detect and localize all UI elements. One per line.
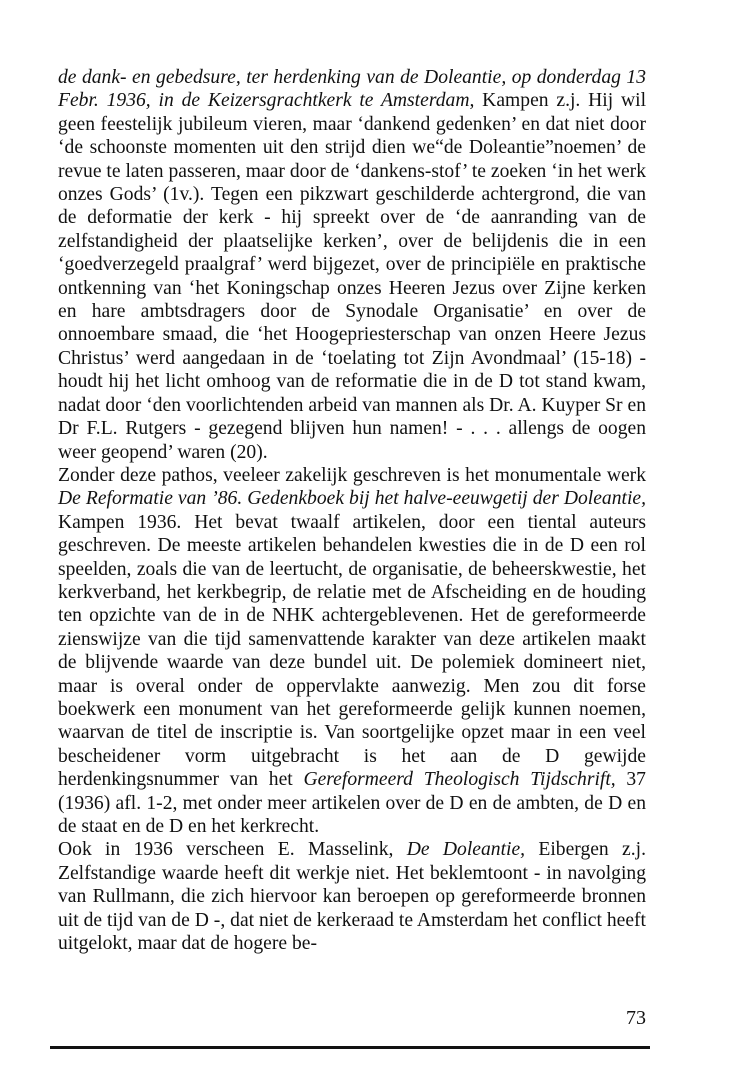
text-segment: Eibergen z.j. Zelfstandige waarde heeft dit werkje niet. Het beklemtoont - in navolging van Rullmann, die zich hiervoor kan beroepen op gereformeerde bronnen uit de tijd van de D -, dat niet de kerkeraad te Amsterdam het conflict heeft uitgelokt, maar dat de hogere be-	[58, 839, 646, 955]
body-text	[58, 66, 646, 955]
text-segment: Zonder deze pathos, veeleer zakelijk geschreven is het monumentale werk	[58, 464, 646, 486]
italic-title-2: De Reformatie van ’86. Gedenkboek bij het halve-eeuwgetij der Doleantie,	[58, 488, 646, 510]
footer-rule	[50, 1046, 650, 1049]
italic-title-4: De Doleantie,	[406, 839, 526, 861]
paragraph-1	[58, 66, 646, 464]
paragraph-3	[58, 838, 646, 955]
page-number: 73	[626, 1007, 646, 1029]
paragraph-2	[58, 464, 646, 839]
text-segment: 37 (1936) afl. 1-2, met onder meer artikelen over de D en de ambten, de D en de staat en de D en het kerkrecht.	[58, 769, 646, 837]
text-segment: Kampen 1936. Het bevat twaalf artikelen, door een tiental auteurs geschreven. De meeste artikelen behandelen kwesties die in de D een rol speelden, zoals die van de leertucht, de organisatie, de beheerskwestie, het kerkverband, het kerkbegrip, de relatie met de Afscheiding en de houding ten opzichte van de in de NHK achtergeblevenen. Het de gereformeerde zienswijze van die tijd samenvattende karakter van deze artikelen maakt de blijvende waarde van deze bundel uit. De polemiek domineert niet, maar is overal onder de oppervlakte aanwezig. Men zou dit forse boekwerk een monument van het gereformeerde gelijk kunnen noemen, waarvan de titel de inscriptie is. Van soortgelijke opzet maar in een veel bescheidener vorm uitgebracht is het aan de D gewijde herdenkingsnummer van het	[58, 511, 646, 791]
italic-title-3: Gereformeerd Theologisch Tijdschrift,	[303, 769, 616, 791]
text-segment: Kampen z.j. Hij wil geen feestelijk jubileum vieren, maar ‘dankend gedenken’ en dat niet door ‘de schoonste momenten uit den strijd dien we“de Doleantie”noemen’ de revue te laten passeren, maar door de ‘dankens-stof’ te zoeken ‘in het werk onzes Gods’ (1v.). Tegen een pikzwart geschilderde achtergrond, die van de deformatie der kerk - hij spreekt over de ‘de aanranding van de zelfstandigheid der plaatselijke kerken’, over de belijdenis die in een ‘goedverzegeld praalgraf’ werd bijgezet, over de principiële en praktische ontkenning van ‘het Koningschap onzes Heeren Jezus over Zijne kerken en hare ambtsdragers door de Synodale Organisatie’ en over de onnoembare smaad, die ‘het Hoogepriesterschap van onzen Heere Jezus Christus’ werd aangedaan in de ‘toelating tot Zijn Avondmaal’ (15-18) - houdt hij het licht omhoog van de reformatie die in de D tot stand kwam, nadat door ‘den voorlichtenden arbeid van mannen als Dr. A. Kuyper Sr en Dr F.L. Rutgers - gezegend blijven hun namen! - . . . allengs de oogen weer geopend’ waren (20).	[58, 90, 647, 463]
text-segment: Ook in 1936 verscheen E. Masselink,	[58, 839, 407, 861]
italic-title-1: de dank- en gebedsure, ter herdenking van de Doleantie, op donderdag 13 Febr. 1936, in de Keizersgrachtkerk te Amsterdam,	[58, 67, 646, 112]
